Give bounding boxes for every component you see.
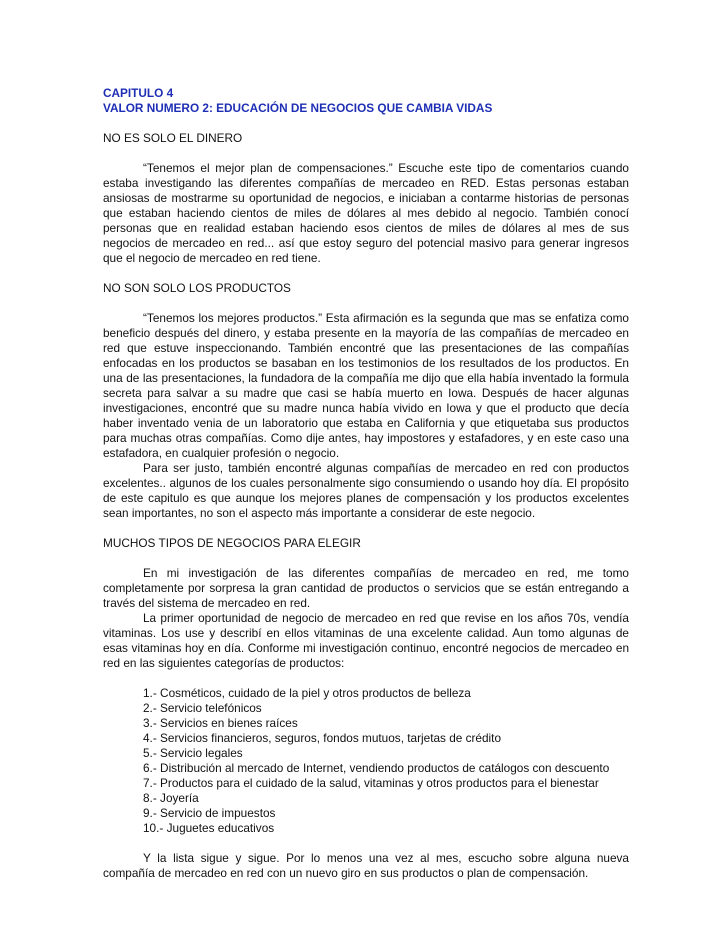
list-item: 2.- Servicio telefónicos bbox=[143, 701, 262, 715]
list-item: 10.- Juguetes educativos bbox=[143, 821, 275, 835]
section-heading-negocios: MUCHOS TIPOS DE NEGOCIOS PARA ELEGIR bbox=[103, 536, 361, 550]
chapter-title: VALOR NUMERO 2: EDUCACIÓN DE NEGOCIOS QUE CAMBIA VIDAS bbox=[103, 101, 493, 115]
list-item: 9.- Servicio de impuestos bbox=[143, 806, 276, 820]
list-item: 8.- Joyería bbox=[143, 791, 199, 805]
section-heading-productos: NO SON SOLO LOS PRODUCTOS bbox=[103, 281, 291, 295]
paragraph: “Tenemos los mejores productos.” Esta afirmación es la segunda que mas se enfatiza como beneficio después del dinero, y estaba presente en la mayoría de las compañías de mercadeo en red que estuve inspeccionando. También encontré que las presentaciones de las compañías enfocadas en los productos se basaban en los testimonios de los resultados de los productos. En una de las presentaciones, la fundadora de la compañía me dijo que ella había inventado la formula secreta para salvar a su madre que casi se había muerto en Iowa. Después de hacer algunas investigaciones, encontré que su madre nunca había vivido en Iowa y que el producto que decía haber inventado venia de un laboratorio que estaba en California y que etiquetaba sus productos para muchas otras compañías. Como dije antes, hay impostores y estafadores, y en este caso una estafadora, en cualquier profesión o negocio. bbox=[103, 311, 629, 460]
list-item: 3.- Servicios en bienes raíces bbox=[143, 716, 298, 730]
closing-paragraph: Y la lista sigue y sigue. Por lo menos una vez al mes, escucho sobre alguna nueva compañía de mercadeo en red con un nuevo giro en sus productos o plan de compensación. bbox=[103, 851, 629, 880]
paragraph: “Tenemos el mejor plan de compensaciones.” Escuche este tipo de comentarios cuando estaba investigando las diferentes compañías de mercadeo en RED. Estas personas estaban ansiosas de mostrarme su oportunidad de negocios, e iniciaban a contarme historias de personas que estaban haciendo cientos de miles de dólares al mes debido al negocio. También conocí personas que en realidad estaban haciendo esos cientos de miles de dólares al mes de sus negocios de mercadeo en red... así que estoy seguro del potencial masivo para generar ingresos que el negocio de mercadeo en red tiene. bbox=[103, 161, 629, 265]
list-item: 5.- Servicio legales bbox=[143, 746, 243, 760]
list-item: 4.- Servicios financieros, seguros, fondos mutuos, tarjetas de crédito bbox=[143, 731, 502, 745]
document-page bbox=[103, 86, 629, 881]
product-category-list bbox=[103, 686, 629, 836]
paragraph: Para ser justo, también encontré algunas compañías de mercadeo en red con productos excelentes.. algunos de los cuales personalmente sigo consumiendo o usando hoy día. El propósito de este capitulo es que aunque los mejores planes de compensación y los productos excelentes sean importantes, no son el aspecto más importante a considerar de este negocio. bbox=[103, 461, 629, 520]
list-item: 7.- Productos para el cuidado de la salud, vitaminas y otros productos para el bienestar bbox=[143, 776, 599, 790]
list-item: 6.- Distribución al mercado de Internet, vendiendo productos de catálogos con descuento bbox=[143, 761, 610, 775]
list-item: 1.- Cosméticos, cuidado de la piel y otros productos de belleza bbox=[143, 686, 471, 700]
paragraph: En mi investigación de las diferentes compañías de mercadeo en red, me tomo completamente por sorpresa la gran cantidad de productos o servicios que se están entregando a través del sistema de mercadeo en red. bbox=[103, 566, 629, 610]
paragraph: La primer oportunidad de negocio de mercadeo en red que revise en los años 70s, vendía vitaminas. Los use y describí en ellos vitaminas de una excelente calidad. Aun tomo algunas de esas vitaminas hoy en día. Conforme mi investigación continuo, encontré negocios de mercadeo en red en las siguientes categorías de productos: bbox=[103, 611, 629, 670]
chapter-number: CAPITULO 4 bbox=[103, 86, 174, 100]
section-heading-dinero: NO ES SOLO EL DINERO bbox=[103, 131, 243, 145]
